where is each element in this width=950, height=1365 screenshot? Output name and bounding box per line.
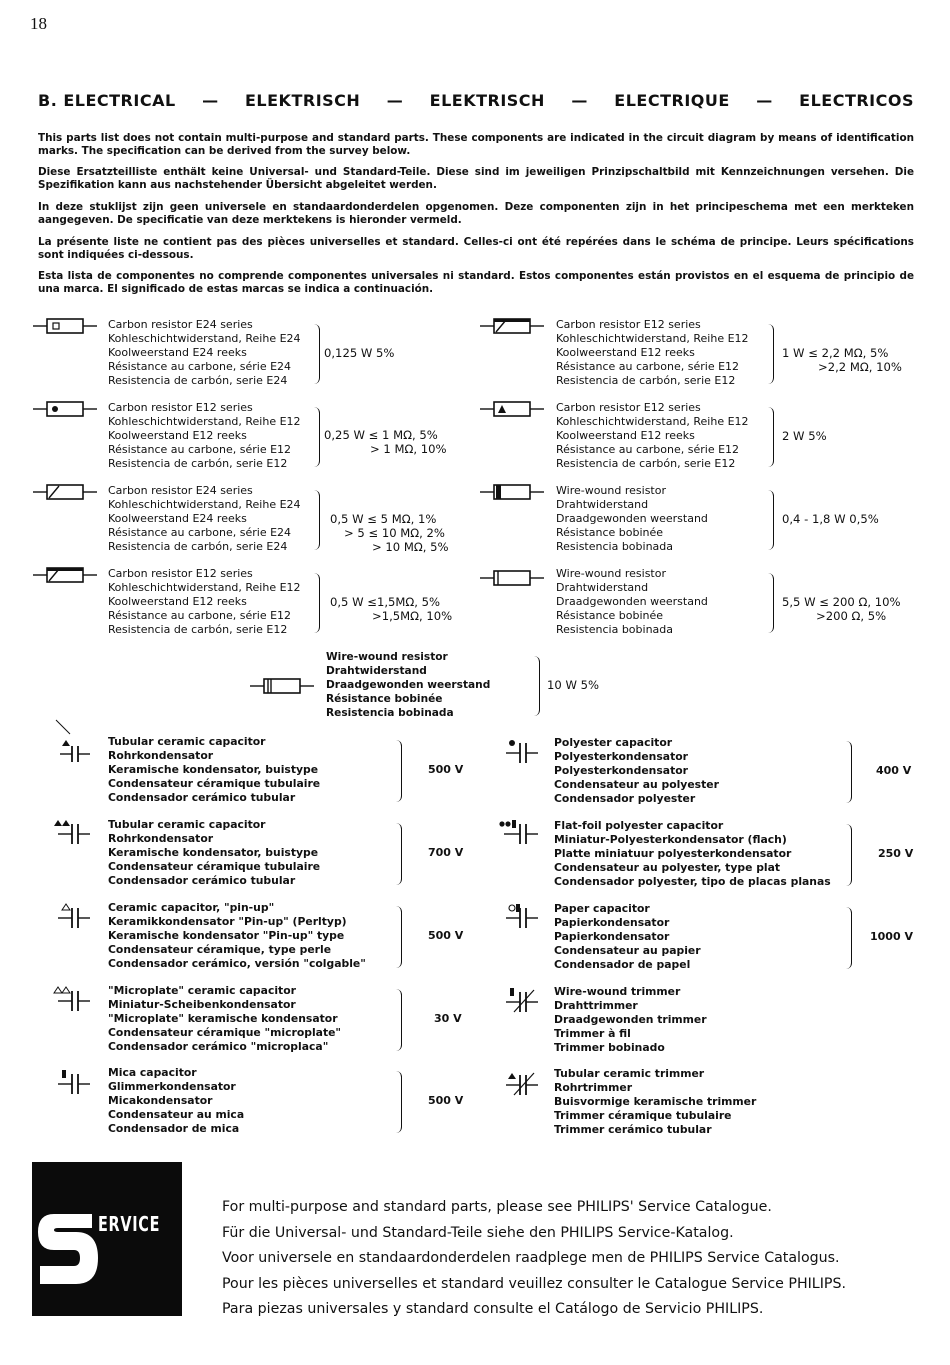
brace <box>396 989 402 1051</box>
brace <box>396 823 402 885</box>
resistor-spec: 0,5 W ≤1,5MΩ, 5% <box>330 595 441 609</box>
brace <box>768 324 774 384</box>
service-note-german: Für die Universal- und Standard-Teile siehe den PHILIPS Service-Katalog. <box>222 1224 734 1241</box>
brace <box>768 573 774 633</box>
brace <box>314 407 320 467</box>
capacitor-description: Polyester capacitor Polyesterkondensator Polyesterkondensator Condensateur au polyester Condensador polyester <box>554 736 719 805</box>
wirewound-trimmer-symbol-icon <box>500 984 554 1014</box>
heading-dutch: ELEKTRISCH <box>429 91 545 110</box>
capacitor-description: Paper capacitor Papierkondensator Papierkondensator Condensateur au papier Condensador de papel <box>554 902 701 971</box>
capacitor-voltage: 1000 V <box>870 930 913 943</box>
wirewound-resistor-symbol-icon <box>480 482 544 502</box>
intro-english: This parts list does not contain multi-purpose and standard parts. These components are indicated in the circuit diagram by means of identification marks. The specification can be derived from the survey below. <box>38 132 914 157</box>
wirewound-resistor-10w-symbol-icon <box>250 676 314 696</box>
ceramic-pinup-capacitor-symbol-icon <box>52 900 102 930</box>
microplate-capacitor-symbol-icon <box>52 983 102 1013</box>
resistor-spec: 2 W 5% <box>782 429 827 443</box>
flat-foil-polyester-capacitor-symbol-icon <box>496 816 550 846</box>
paper-capacitor-symbol-icon <box>500 900 550 930</box>
heading-dash: — <box>202 91 219 110</box>
heading-spanish: ELECTRICOS <box>799 91 914 110</box>
resistor-description: Carbon resistor E24 series Kohleschichtwiderstand, Reihe E24 Koolweerstand E24 reeks Résistance au carbone, série E24 Resistencia de carbón, serie E24 <box>108 318 301 387</box>
mica-capacitor-symbol-icon <box>52 1066 102 1096</box>
tubular-ceramic-capacitor-symbol-icon <box>52 816 102 846</box>
brace <box>846 824 852 886</box>
resistor-spec: 0,4 - 1,8 W 0,5% <box>782 512 879 526</box>
intro-spanish: Esta lista de componentes no comprende componentes universales ni standard. Estos componentes están provistos en el esquema de principio de una marca. El significado de estas marcas se indica a continuación. <box>38 270 914 295</box>
tubular-ceramic-trimmer-symbol-icon <box>500 1067 554 1097</box>
resistor-description: Carbon resistor E24 series Kohleschichtwiderstand, Reihe E24 Koolweerstand E24 reeks Résistance au carbone, série E24 Resistencia de carbón, serie E24 <box>108 484 301 553</box>
resistor-e24-0125w-symbol-icon <box>33 316 97 336</box>
resistor-spec: >2,2 MΩ, 10% <box>818 360 902 374</box>
brace <box>396 740 402 802</box>
resistor-spec: 0,25 W ≤ 1 MΩ, 5% <box>324 428 438 442</box>
resistor-description: Wire-wound resistor Drahtwiderstand Draadgewonden weerstand Résistance bobinée Resistencia bobinada <box>556 484 708 553</box>
brace <box>314 573 320 633</box>
resistor-e12-025w-symbol-icon <box>33 399 97 419</box>
service-note-english: For multi-purpose and standard parts, please see PHILIPS' Service Catalogue. <box>222 1199 772 1215</box>
resistor-spec: > 10 MΩ, 5% <box>372 540 449 554</box>
resistor-spec: 1 W ≤ 2,2 MΩ, 5% <box>782 346 889 360</box>
capacitor-voltage: 700 V <box>428 846 464 859</box>
resistor-description: Wire-wound resistor Drahtwiderstand Draadgewonden weerstand Résistance bobinée Resistencia bobinada <box>326 651 491 719</box>
capacitor-voltage: 500 V <box>428 1094 464 1107</box>
capacitor-voltage: 250 V <box>878 847 914 860</box>
capacitor-description: Flat-foil polyester capacitor Miniatur-Polyesterkondensator (flach) Platte miniatuur polyesterkondensator Condensateur au polyester, type plat Condensador polyester, tipo de placas planas <box>554 819 831 888</box>
resistor-e12-1w-symbol-icon <box>480 316 544 336</box>
capacitor-voltage: 500 V <box>428 929 464 942</box>
heading-german: ELEKTRISCH <box>245 91 361 110</box>
capacitor-description: Mica capacitor Glimmerkondensator Micakondensator Condensateur au mica Condensador de mica <box>108 1066 245 1135</box>
resistor-spec: >1,5MΩ, 10% <box>372 609 453 623</box>
wirewound-resistor-symbol-icon <box>480 568 544 588</box>
brace <box>314 490 320 550</box>
capacitor-voltage: 400 V <box>876 764 912 777</box>
resistor-spec: > 5 ≤ 10 MΩ, 2% <box>344 526 445 540</box>
intro-german: Diese Ersatzteilliste enthält keine Universal- und Standard-Teile. Diese sind im jeweiligen Prinzipschaltbild mit Kennzeichnungen versehen. Die Spezifikation kann aus nachstehender Übersicht abgeleitet werden. <box>38 166 914 191</box>
trimmer-description: Tubular ceramic trimmer Rohrtrimmer Buisvormige keramische trimmer Trimmer céramique tubulaire Trimmer cerámico tubular <box>554 1067 757 1136</box>
service-note-french: Pour les pièces universelles et standard veuillez consulter le Catalogue Service PHILIPS. <box>222 1275 846 1292</box>
capacitor-voltage: 500 V <box>428 763 464 776</box>
brace <box>768 490 774 550</box>
heading-dash: — <box>756 91 773 110</box>
resistor-e24-05w-symbol-icon <box>33 482 97 502</box>
resistor-spec: 10 W 5% <box>547 678 599 692</box>
brace <box>396 1071 402 1133</box>
heading-dash: — <box>386 91 404 110</box>
resistor-spec: 0,125 W 5% <box>324 346 395 360</box>
service-note-dutch: Voor universele en standaardonderdelen raadplege men de PHILIPS Service Catalogus. <box>222 1250 840 1266</box>
resistor-spec: 5,5 W ≤ 200 Ω, 10% <box>782 595 901 609</box>
trimmer-description: Wire-wound trimmer Drahttrimmer Draadgewonden trimmer Trimmer à fil Trimmer bobinado <box>554 985 707 1054</box>
resistor-description: Carbon resistor E12 series Kohleschichtwiderstand, Reihe E12 Koolweerstand E12 reeks Résistance au carbone, série E12 Resistencia de carbón, serie E12 <box>556 318 749 387</box>
brace <box>396 906 402 968</box>
service-logo <box>32 1162 182 1316</box>
resistor-spec: >200 Ω, 5% <box>816 609 887 623</box>
intro-french: La présente liste ne contient pas des pièces universelles et standard. Celles-ci ont été repérées dans le schéma de principe. Leurs spécifications sont indiquées ci-dessous. <box>38 236 914 261</box>
heading-dash: — <box>571 91 588 110</box>
service-s-logo-icon <box>32 1162 182 1316</box>
service-notes <box>222 1195 846 1323</box>
section-heading <box>38 91 914 110</box>
service-logo-text: ERVICE <box>98 1212 161 1236</box>
tubular-ceramic-capacitor-symbol-icon <box>52 718 102 768</box>
service-note-spanish: Para piezas universales y standard consulte el Catálogo de Servicio PHILIPS. <box>222 1301 764 1317</box>
capacitor-description: Tubular ceramic capacitor Rohrkondensator Keramische kondensator, buistype Condensateur céramique tubulaire Condensador cerámico tubular <box>108 735 321 804</box>
resistor-e12-05w-symbol-icon <box>33 565 97 585</box>
capacitor-description: Tubular ceramic capacitor Rohrkondensator Keramische kondensator, buistype Condensateur céramique tubulaire Condensador cerámico tubular <box>108 818 321 887</box>
page-number: 18 <box>30 14 47 33</box>
brace <box>846 907 852 969</box>
resistor-e12-2w-symbol-icon <box>480 399 544 419</box>
brace <box>534 656 540 716</box>
resistor-description: Wire-wound resistor Drahtwiderstand Draadgewonden weerstand Résistance bobinée Resistencia bobinada <box>556 567 708 636</box>
capacitor-description: "Microplate" ceramic capacitor Miniatur-Scheibenkondensator "Microplate" keramische kondensator Condensateur céramique "microplate" Condensador cerámico "microplaca" <box>108 984 342 1053</box>
heading-english: B. ELECTRICAL <box>38 91 176 110</box>
resistor-description: Carbon resistor E12 series Kohleschichtwiderstand, Reihe E12 Koolweerstand E12 reeks Résistance au carbone, série E12 Resistencia de carbón, serie E12 <box>108 567 301 636</box>
intro-dutch: In deze stuklijst zijn geen universele en standaardonderdelen opgenomen. Deze componenten zijn in het principeschema met een merkteken aangegeven. De specificatie van deze merktekens is hieronder vermeld. <box>38 201 914 226</box>
brace <box>768 407 774 467</box>
brace <box>314 324 320 384</box>
capacitor-description: Ceramic capacitor, "pin-up" Keramikkondensator "Pin-up" (Perltyp) Keramische kondensator "Pin-up" type Condensateur céramique, type perle Condensador cerámico, versión "colgable" <box>108 901 366 970</box>
heading-french: ELECTRIQUE <box>614 91 730 110</box>
polyester-capacitor-symbol-icon <box>500 735 550 765</box>
capacitor-voltage: 30 V <box>434 1012 462 1025</box>
resistor-description: Carbon resistor E12 series Kohleschichtwiderstand, Reihe E12 Koolweerstand E12 reeks Résistance au carbone, série E12 Resistencia de carbón, serie E12 <box>108 401 301 470</box>
resistor-spec: > 1 MΩ, 10% <box>370 442 447 456</box>
brace <box>846 741 852 803</box>
resistor-spec: 0,5 W ≤ 5 MΩ, 1% <box>330 512 437 526</box>
resistor-description: Carbon resistor E12 series Kohleschichtwiderstand, Reihe E12 Koolweerstand E12 reeks Résistance au carbone, série E12 Resistencia de carbón, serie E12 <box>556 401 749 470</box>
